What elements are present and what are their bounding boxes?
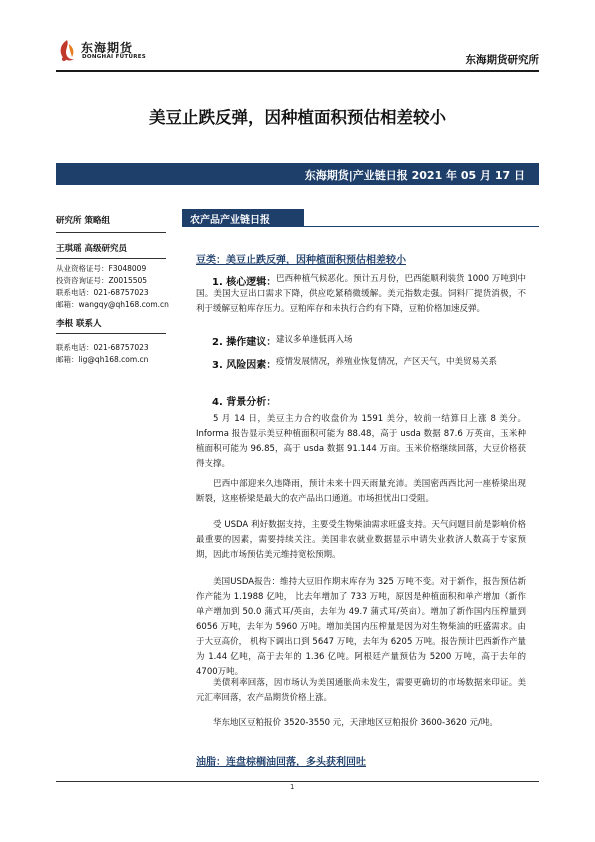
report-banner-text: 东海期货|产业链日报 2021 年 05 月 17 日 <box>304 169 525 182</box>
analyst1-name: 王琪瑶 高级研究员 <box>56 244 127 254</box>
para-background-1: 5 月 14 日，美豆主力合约收盘价为 1591 美分，较前一结算日上涨 8 美分。Informa 报告显示美豆种植面积可能为 88.48，高于 usda 数据 87.6 万英亩，玉米种植面积可能为 96.85，高于 usda 数据 91.144 万亩。玉米价格继续回落，大豆价格获得支撑。 <box>196 414 526 469</box>
analyst1-phone: 联系电话：021-68757023 <box>56 288 149 297</box>
para-core-logic-text: 巴西种植气候恶化。预计五月份，巴西能顺利装货 1000 万吨到中国。美国大豆出口需求下降，供应吃紧稍微缓解。美元指数走强。饲料厂提货消极，不利于缓解豆粕库存压力。豆粕库存和未执行合约有下降，豆粕价格加速反弹。 <box>196 274 526 314</box>
topic-soybean[interactable]: 豆类：美豆止跌反弹，因种植面积预估相差较小 <box>196 255 406 266</box>
company-logo <box>56 38 166 66</box>
heading-background: 4. 背景分析： <box>212 397 277 408</box>
para-advice <box>196 333 526 348</box>
analyst1-email[interactable]: 邮箱：wangqy@qh168.com.cn <box>56 300 169 309</box>
para-advice-text: 建议多单逢低再入场 <box>276 335 353 345</box>
analyst1-consult: 投资咨询证号：Z0015505 <box>56 276 148 285</box>
page-number: 1 <box>290 783 295 791</box>
para-background-4: 美国USDA报告：维持大豆旧作期末库存为 325 万吨不变。对于新作，报告预估新作产能为 1.1988 亿吨， 比去年增加了 733 万吨，原因是种植面积和单产增加（新作单产增加到 50.0 蒲式耳/英亩，去年为 49.7 蒲式耳/英亩）。增加了新作国内压榨量到 6056 万吨，去年为 5960 万吨。增加美国内压榨量是因为对生物柴油的旺盛需求。由于大豆高价， 机构下调出口到 5647 万吨，去年为 6205 万吨。报告预计巴西新作产量为 1.44 亿吨，高于去年的 1.36 亿吨。阿根廷产量预估为 5200 万吨，高于去年的 4700万吨。 <box>196 577 526 677</box>
topic-oils[interactable]: 油脂：连盘棕榈油回落，多头获利回吐 <box>196 757 366 768</box>
logo-text-cn: 东海期货 <box>81 41 134 55</box>
sidebar-divider <box>56 258 166 259</box>
sidebar-divider <box>56 232 166 233</box>
sidebar-dept: 研究所 策略组 <box>56 216 110 226</box>
para-risk-text: 疫情发展情况，养殖业恢复情况，产区天气，中美贸易关系 <box>276 357 498 367</box>
para-background-2: 巴西中部迎来久违降雨，预计未来十四天雨量充沛。美国密西西比河一座桥梁出现断裂，这座桥梁是最大的农产品出口通道。市场担忧出口受阻。 <box>196 479 526 504</box>
analyst2-phone: 联系电话：021-68757023 <box>56 343 149 352</box>
header-divider <box>56 70 539 72</box>
heading-advice: 2. 操作建议： <box>212 337 277 348</box>
footer-divider <box>56 781 539 782</box>
analyst1-cert: 从业资格证号：F3048009 <box>56 264 147 273</box>
para-background-3: 受 USDA 利好数据支持，主要受生物柴油需求旺盛支持。天气问题目前是影响价格最重要的因素，需要持续关注。美国非农就业数据显示申请失业救济人数高于专家预期，因此市场预估美元维持宽松预期。 <box>196 520 526 560</box>
logo-text-en: DONGHAI FUTURES <box>82 54 147 60</box>
para-risk <box>196 355 526 370</box>
section-divider <box>182 226 539 227</box>
analyst2-email[interactable]: 邮箱：lig@qh168.com.cn <box>56 355 149 364</box>
para-core-logic <box>196 272 526 317</box>
heading-core-logic: 1. 核心逻辑： <box>212 277 277 288</box>
analyst2-name: 李根 联系人 <box>56 319 102 329</box>
report-banner <box>56 163 539 185</box>
institute-name: 东海期货研究所 <box>465 54 539 66</box>
section-title: 农产品产业链日报 <box>190 215 270 226</box>
sidebar-divider <box>56 333 166 334</box>
para-background-6: 华东地区豆粕报价 3520-3550 元，天津地区豆粕报价 3600-3620 元/吨。 <box>213 718 498 728</box>
heading-risk: 3. 风险因素： <box>212 360 277 371</box>
para-background-5: 美债利率回落，因市场认为美国通胀尚未发生，需要更确切的市场数据来印证。美元汇率回落，农产品期货价格上涨。 <box>196 678 526 703</box>
page-title: 美豆止跌反弹，因种植面积预估相差较小 <box>149 108 446 127</box>
donghai-logo-icon <box>56 38 78 64</box>
section-header <box>182 209 304 226</box>
page-header <box>0 0 595 80</box>
